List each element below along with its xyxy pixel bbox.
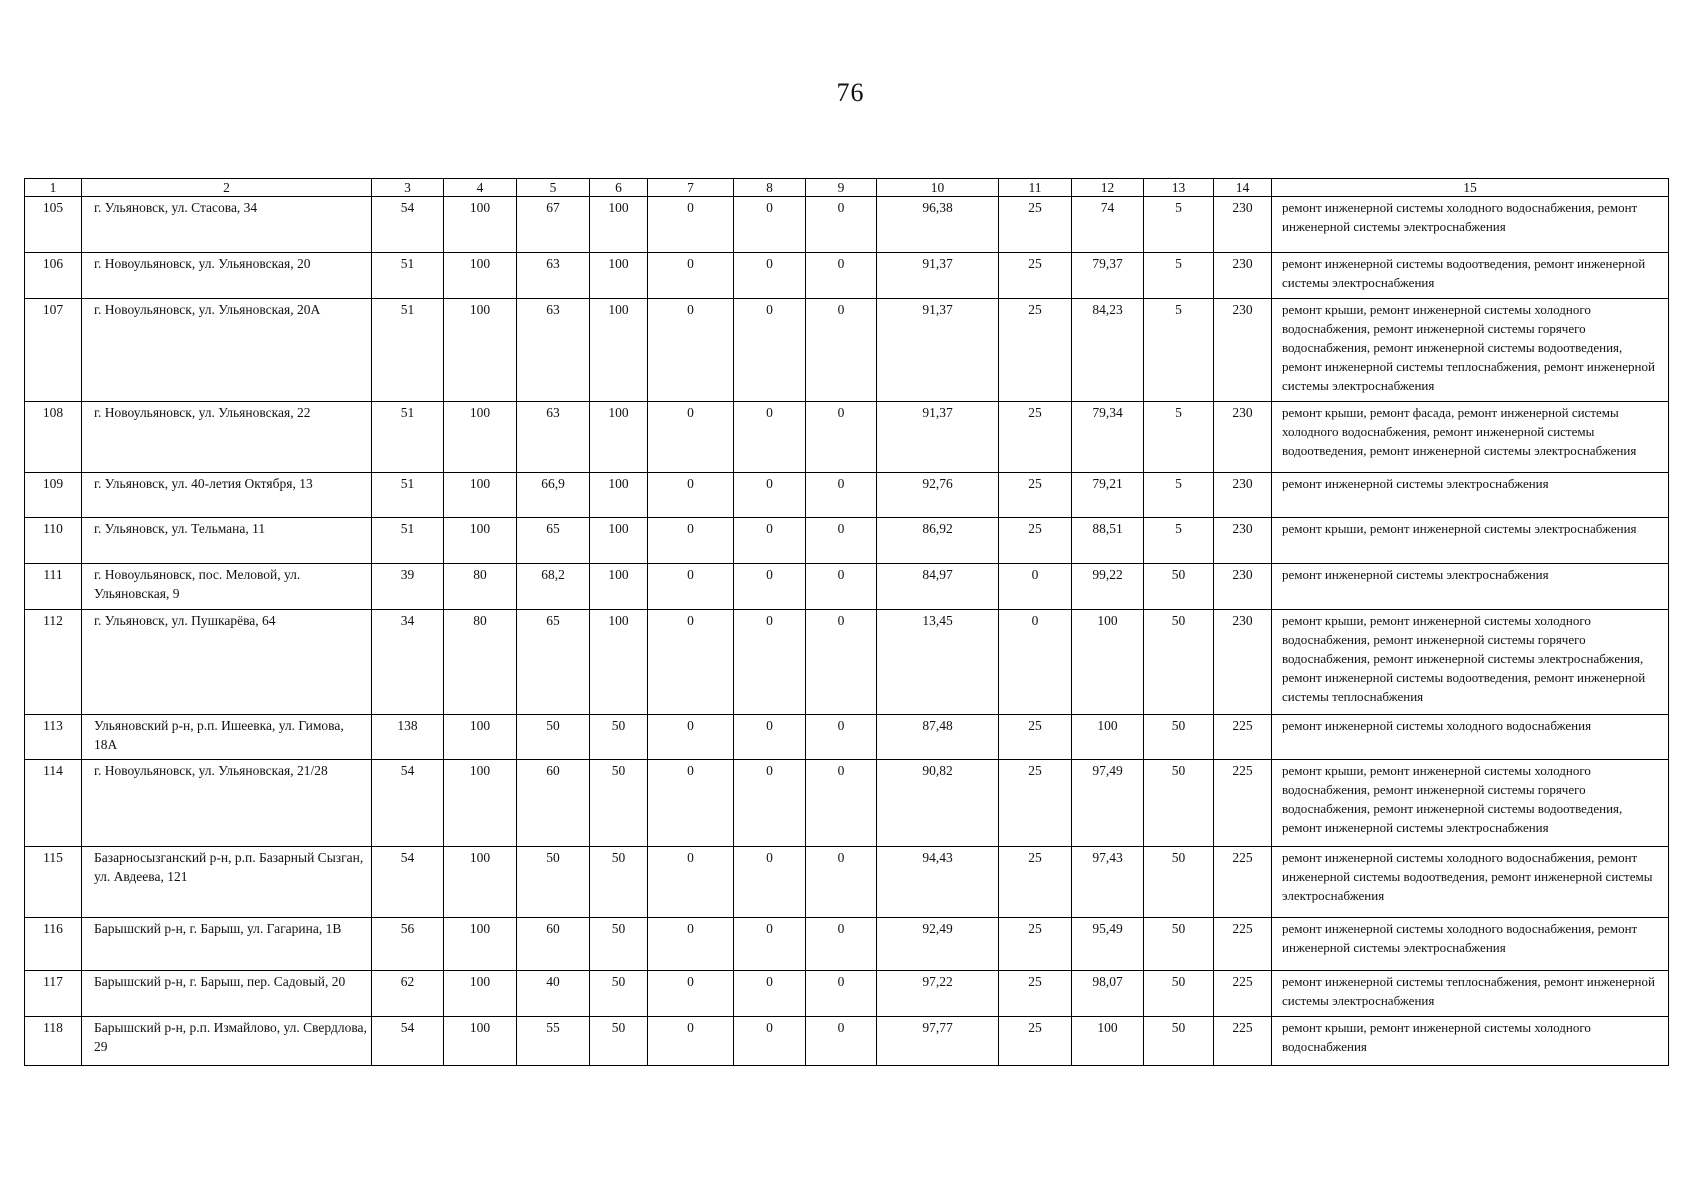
works-cell: ремонт инженерной системы холодного водоснабжения, ремонт инженерной системы электроснабжения — [1272, 918, 1669, 971]
col-9-cell: 0 — [806, 197, 877, 253]
page-number: 76 — [836, 78, 865, 107]
col-13-cell: 5 — [1144, 518, 1214, 564]
row-number: 105 — [25, 197, 82, 253]
col-6-cell: 50 — [590, 847, 648, 918]
col-3-cell: 54 — [372, 847, 444, 918]
col-14-cell: 230 — [1214, 518, 1272, 564]
col-12-cell: 79,34 — [1072, 402, 1144, 473]
row-number: 111 — [25, 564, 82, 610]
table-row — [25, 564, 1669, 610]
col-13-cell: 50 — [1144, 971, 1214, 1017]
col-8-cell: 0 — [734, 299, 806, 402]
col-9-cell: 0 — [806, 918, 877, 971]
works-cell: ремонт крыши, ремонт инженерной системы холодного водоснабжения, ремонт инженерной системы горячего водоснабжения, ремонт инженерной системы водоотведения, ремонт инженерной системы теплоснабжения, ремонт инженерной системы электроснабжения — [1272, 299, 1669, 402]
address-cell: г. Ульяновск, ул. Стасова, 34 — [82, 197, 372, 253]
col-6-cell: 50 — [590, 760, 648, 847]
col-7-cell: 0 — [648, 197, 734, 253]
col-3-cell: 51 — [372, 473, 444, 518]
col-12-cell: 79,21 — [1072, 473, 1144, 518]
header-col-4: 4 — [444, 179, 517, 197]
address-cell: Базарносызганский р-н, р.п. Базарный Сызган, ул. Авдеева, 121 — [82, 847, 372, 918]
works-cell: ремонт инженерной системы холодного водоснабжения, ремонт инженерной системы электроснабжения — [1272, 197, 1669, 253]
address-cell: г. Новоульяновск, ул. Ульяновская, 20А — [82, 299, 372, 402]
col-4-cell: 80 — [444, 564, 517, 610]
col-3-cell: 34 — [372, 610, 444, 715]
works-cell: ремонт инженерной системы водоотведения, ремонт инженерной системы электроснабжения — [1272, 253, 1669, 299]
col-12-cell: 100 — [1072, 610, 1144, 715]
address-cell: г. Новоульяновск, ул. Ульяновская, 21/28 — [82, 760, 372, 847]
col-5-cell: 50 — [517, 715, 590, 760]
header-col-9: 9 — [806, 179, 877, 197]
col-5-cell: 50 — [517, 847, 590, 918]
row-number: 116 — [25, 918, 82, 971]
col-9-cell: 0 — [806, 760, 877, 847]
col-12-cell: 100 — [1072, 1017, 1144, 1066]
row-number: 108 — [25, 402, 82, 473]
col-11-cell: 25 — [999, 402, 1072, 473]
header-col-14: 14 — [1214, 179, 1272, 197]
row-number: 110 — [25, 518, 82, 564]
header-row — [25, 179, 1669, 197]
row-number: 109 — [25, 473, 82, 518]
col-3-cell: 54 — [372, 197, 444, 253]
address-cell: Барышский р-н, р.п. Измайлово, ул. Свердлова, 29 — [82, 1017, 372, 1066]
col-14-cell: 225 — [1214, 847, 1272, 918]
col-8-cell: 0 — [734, 760, 806, 847]
col-5-cell: 63 — [517, 253, 590, 299]
col-7-cell: 0 — [648, 715, 734, 760]
col-4-cell: 100 — [444, 918, 517, 971]
col-12-cell: 79,37 — [1072, 253, 1144, 299]
col-8-cell: 0 — [734, 197, 806, 253]
col-3-cell: 51 — [372, 299, 444, 402]
header-col-7: 7 — [648, 179, 734, 197]
col-6-cell: 50 — [590, 1017, 648, 1066]
col-9-cell: 0 — [806, 402, 877, 473]
col-6-cell: 50 — [590, 715, 648, 760]
col-11-cell: 25 — [999, 473, 1072, 518]
col-8-cell: 0 — [734, 971, 806, 1017]
address-cell: г. Новоульяновск, ул. Ульяновская, 22 — [82, 402, 372, 473]
col-14-cell: 225 — [1214, 1017, 1272, 1066]
col-10-cell: 13,45 — [877, 610, 999, 715]
table-row — [25, 971, 1669, 1017]
col-11-cell: 25 — [999, 760, 1072, 847]
col-11-cell: 25 — [999, 1017, 1072, 1066]
col-13-cell: 50 — [1144, 760, 1214, 847]
row-number: 118 — [25, 1017, 82, 1066]
col-4-cell: 100 — [444, 760, 517, 847]
col-10-cell: 84,97 — [877, 564, 999, 610]
col-8-cell: 0 — [734, 610, 806, 715]
col-5-cell: 63 — [517, 402, 590, 473]
table-row — [25, 473, 1669, 518]
col-5-cell: 65 — [517, 518, 590, 564]
col-6-cell: 100 — [590, 402, 648, 473]
address-cell: г. Новоульяновск, пос. Меловой, ул. Ульяновская, 9 — [82, 564, 372, 610]
col-3-cell: 62 — [372, 971, 444, 1017]
header-col-8: 8 — [734, 179, 806, 197]
table-row — [25, 253, 1669, 299]
col-8-cell: 0 — [734, 473, 806, 518]
col-7-cell: 0 — [648, 760, 734, 847]
col-13-cell: 5 — [1144, 253, 1214, 299]
col-4-cell: 100 — [444, 971, 517, 1017]
col-9-cell: 0 — [806, 610, 877, 715]
table-row — [25, 197, 1669, 253]
address-cell: Барышский р-н, г. Барыш, пер. Садовый, 20 — [82, 971, 372, 1017]
col-11-cell: 25 — [999, 847, 1072, 918]
table-row — [25, 918, 1669, 971]
col-14-cell: 230 — [1214, 402, 1272, 473]
col-9-cell: 0 — [806, 564, 877, 610]
col-4-cell: 100 — [444, 402, 517, 473]
works-cell: ремонт инженерной системы холодного водоснабжения — [1272, 715, 1669, 760]
col-11-cell: 25 — [999, 518, 1072, 564]
col-8-cell: 0 — [734, 564, 806, 610]
col-13-cell: 5 — [1144, 473, 1214, 518]
col-8-cell: 0 — [734, 715, 806, 760]
col-10-cell: 90,82 — [877, 760, 999, 847]
row-number: 114 — [25, 760, 82, 847]
col-5-cell: 66,9 — [517, 473, 590, 518]
col-4-cell: 100 — [444, 197, 517, 253]
col-13-cell: 50 — [1144, 1017, 1214, 1066]
header-col-11: 11 — [999, 179, 1072, 197]
col-5-cell: 68,2 — [517, 564, 590, 610]
col-10-cell: 87,48 — [877, 715, 999, 760]
col-6-cell: 100 — [590, 473, 648, 518]
col-13-cell: 5 — [1144, 197, 1214, 253]
col-9-cell: 0 — [806, 1017, 877, 1066]
col-8-cell: 0 — [734, 918, 806, 971]
col-8-cell: 0 — [734, 847, 806, 918]
col-5-cell: 40 — [517, 971, 590, 1017]
col-13-cell: 50 — [1144, 610, 1214, 715]
col-5-cell: 55 — [517, 1017, 590, 1066]
header-col-12: 12 — [1072, 179, 1144, 197]
address-cell: г. Ульяновск, ул. Тельмана, 11 — [82, 518, 372, 564]
col-10-cell: 86,92 — [877, 518, 999, 564]
row-number: 113 — [25, 715, 82, 760]
col-10-cell: 96,38 — [877, 197, 999, 253]
col-6-cell: 50 — [590, 918, 648, 971]
col-11-cell: 0 — [999, 610, 1072, 715]
col-4-cell: 100 — [444, 518, 517, 564]
header-col-2: 2 — [82, 179, 372, 197]
works-cell: ремонт инженерной системы теплоснабжения, ремонт инженерной системы электроснабжения — [1272, 971, 1669, 1017]
col-3-cell: 54 — [372, 760, 444, 847]
works-cell: ремонт инженерной системы электроснабжения — [1272, 473, 1669, 518]
col-6-cell: 50 — [590, 971, 648, 1017]
col-5-cell: 67 — [517, 197, 590, 253]
address-cell: г. Ульяновск, ул. Пушкарёва, 64 — [82, 610, 372, 715]
col-4-cell: 100 — [444, 299, 517, 402]
col-4-cell: 100 — [444, 715, 517, 760]
col-13-cell: 50 — [1144, 564, 1214, 610]
row-number: 112 — [25, 610, 82, 715]
col-5-cell: 60 — [517, 918, 590, 971]
address-cell: Ульяновский р-н, р.п. Ишеевка, ул. Гимова, 18А — [82, 715, 372, 760]
repair-table — [24, 178, 1669, 1066]
col-10-cell: 92,49 — [877, 918, 999, 971]
col-6-cell: 100 — [590, 253, 648, 299]
header-col-1: 1 — [25, 179, 82, 197]
col-7-cell: 0 — [648, 918, 734, 971]
works-cell: ремонт крыши, ремонт инженерной системы холодного водоснабжения — [1272, 1017, 1669, 1066]
col-6-cell: 100 — [590, 564, 648, 610]
table-row — [25, 402, 1669, 473]
col-8-cell: 0 — [734, 518, 806, 564]
col-7-cell: 0 — [648, 518, 734, 564]
col-10-cell: 91,37 — [877, 402, 999, 473]
col-10-cell: 97,77 — [877, 1017, 999, 1066]
col-12-cell: 98,07 — [1072, 971, 1144, 1017]
col-11-cell: 25 — [999, 253, 1072, 299]
row-number: 106 — [25, 253, 82, 299]
col-4-cell: 100 — [444, 253, 517, 299]
col-12-cell: 88,51 — [1072, 518, 1144, 564]
col-14-cell: 230 — [1214, 197, 1272, 253]
col-3-cell: 51 — [372, 402, 444, 473]
col-13-cell: 5 — [1144, 402, 1214, 473]
col-8-cell: 0 — [734, 1017, 806, 1066]
col-7-cell: 0 — [648, 299, 734, 402]
col-12-cell: 84,23 — [1072, 299, 1144, 402]
works-cell: ремонт крыши, ремонт инженерной системы электроснабжения — [1272, 518, 1669, 564]
col-6-cell: 100 — [590, 518, 648, 564]
header-col-15: 15 — [1272, 179, 1669, 197]
col-12-cell: 100 — [1072, 715, 1144, 760]
col-10-cell: 91,37 — [877, 253, 999, 299]
col-9-cell: 0 — [806, 971, 877, 1017]
col-11-cell: 25 — [999, 918, 1072, 971]
col-11-cell: 25 — [999, 197, 1072, 253]
col-5-cell: 65 — [517, 610, 590, 715]
works-cell: ремонт крыши, ремонт фасада, ремонт инженерной системы холодного водоснабжения, ремонт инженерной системы водоотведения, ремонт инженерной системы электроснабжения — [1272, 402, 1669, 473]
col-4-cell: 100 — [444, 1017, 517, 1066]
col-10-cell: 92,76 — [877, 473, 999, 518]
col-10-cell: 97,22 — [877, 971, 999, 1017]
table-row — [25, 610, 1669, 715]
col-6-cell: 100 — [590, 610, 648, 715]
col-13-cell: 5 — [1144, 299, 1214, 402]
col-9-cell: 0 — [806, 473, 877, 518]
col-14-cell: 230 — [1214, 564, 1272, 610]
col-14-cell: 230 — [1214, 473, 1272, 518]
works-cell: ремонт инженерной системы холодного водоснабжения, ремонт инженерной системы водоотведения, ремонт инженерной системы электроснабжения — [1272, 847, 1669, 918]
col-7-cell: 0 — [648, 847, 734, 918]
col-11-cell: 0 — [999, 564, 1072, 610]
col-8-cell: 0 — [734, 402, 806, 473]
col-14-cell: 230 — [1214, 610, 1272, 715]
col-3-cell: 138 — [372, 715, 444, 760]
col-14-cell: 225 — [1214, 971, 1272, 1017]
col-13-cell: 50 — [1144, 715, 1214, 760]
header-col-3: 3 — [372, 179, 444, 197]
works-cell: ремонт крыши, ремонт инженерной системы холодного водоснабжения, ремонт инженерной системы горячего водоснабжения, ремонт инженерной системы электроснабжения, ремонт инженерной системы водоотведения, ремонт инженерной системы теплоснабжения — [1272, 610, 1669, 715]
col-7-cell: 0 — [648, 402, 734, 473]
col-5-cell: 63 — [517, 299, 590, 402]
col-7-cell: 0 — [648, 971, 734, 1017]
col-5-cell: 60 — [517, 760, 590, 847]
col-11-cell: 25 — [999, 299, 1072, 402]
col-7-cell: 0 — [648, 473, 734, 518]
header-col-6: 6 — [590, 179, 648, 197]
col-3-cell: 51 — [372, 253, 444, 299]
col-13-cell: 50 — [1144, 918, 1214, 971]
col-9-cell: 0 — [806, 299, 877, 402]
col-10-cell: 94,43 — [877, 847, 999, 918]
col-12-cell: 99,22 — [1072, 564, 1144, 610]
col-9-cell: 0 — [806, 715, 877, 760]
col-6-cell: 100 — [590, 197, 648, 253]
table-row — [25, 760, 1669, 847]
header-col-13: 13 — [1144, 179, 1214, 197]
col-12-cell: 97,43 — [1072, 847, 1144, 918]
col-7-cell: 0 — [648, 1017, 734, 1066]
col-7-cell: 0 — [648, 253, 734, 299]
row-number: 117 — [25, 971, 82, 1017]
header-col-5: 5 — [517, 179, 590, 197]
col-3-cell: 39 — [372, 564, 444, 610]
row-number: 107 — [25, 299, 82, 402]
col-3-cell: 56 — [372, 918, 444, 971]
header-col-10: 10 — [877, 179, 999, 197]
col-10-cell: 91,37 — [877, 299, 999, 402]
col-14-cell: 230 — [1214, 253, 1272, 299]
col-4-cell: 100 — [444, 473, 517, 518]
address-cell: Барышский р-н, г. Барыш, ул. Гагарина, 1В — [82, 918, 372, 971]
col-9-cell: 0 — [806, 253, 877, 299]
col-12-cell: 95,49 — [1072, 918, 1144, 971]
col-4-cell: 80 — [444, 610, 517, 715]
table-row — [25, 518, 1669, 564]
table-row — [25, 715, 1669, 760]
col-6-cell: 100 — [590, 299, 648, 402]
col-8-cell: 0 — [734, 253, 806, 299]
col-9-cell: 0 — [806, 847, 877, 918]
col-11-cell: 25 — [999, 715, 1072, 760]
col-14-cell: 225 — [1214, 918, 1272, 971]
row-number: 115 — [25, 847, 82, 918]
address-cell: г. Новоульяновск, ул. Ульяновская, 20 — [82, 253, 372, 299]
table-row — [25, 847, 1669, 918]
col-14-cell: 225 — [1214, 760, 1272, 847]
works-cell: ремонт инженерной системы электроснабжения — [1272, 564, 1669, 610]
col-12-cell: 97,49 — [1072, 760, 1144, 847]
col-14-cell: 230 — [1214, 299, 1272, 402]
col-12-cell: 74 — [1072, 197, 1144, 253]
col-7-cell: 0 — [648, 564, 734, 610]
col-7-cell: 0 — [648, 610, 734, 715]
col-13-cell: 50 — [1144, 847, 1214, 918]
col-11-cell: 25 — [999, 971, 1072, 1017]
address-cell: г. Ульяновск, ул. 40-летия Октября, 13 — [82, 473, 372, 518]
table-row — [25, 1017, 1669, 1066]
col-3-cell: 54 — [372, 1017, 444, 1066]
col-9-cell: 0 — [806, 518, 877, 564]
col-3-cell: 51 — [372, 518, 444, 564]
works-cell: ремонт крыши, ремонт инженерной системы холодного водоснабжения, ремонт инженерной системы горячего водоснабжения, ремонт инженерной системы водоотведения, ремонт инженерной системы электроснабжения — [1272, 760, 1669, 847]
col-4-cell: 100 — [444, 847, 517, 918]
table-row — [25, 299, 1669, 402]
col-14-cell: 225 — [1214, 715, 1272, 760]
